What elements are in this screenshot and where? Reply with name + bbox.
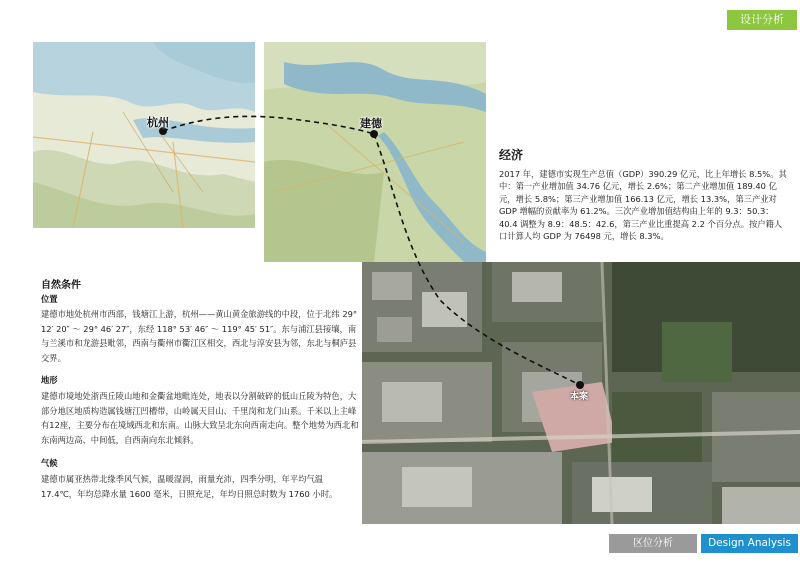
city-label-jiande: 建德	[360, 117, 382, 130]
nature-title: 自然条件	[41, 280, 81, 291]
site-label: 本案	[570, 392, 589, 402]
terrain-body: 建德市境地处浙西丘陵山地和金衢盆地毗连处，地表以分割破碎的低山丘陵为特色，大部分地区地质构造属钱塘江凹槽带，山岭属天目山、千里岗和龙门山系。千米以上主峰有12座，主要分布在境域西北和东南。山脉大致呈北东向西南走向。整个地势为西北和东南两边高、中间低，自西南向东北倾斜。	[41, 391, 359, 445]
economy-body: 2017 年，建德市实现生产总值（GDP）390.29 亿元，比上年增长 8.5%。其中：第一产业增加值 34.76 亿元，增长 2.6%；第二产业增加值 189.40 亿元，增长 5.8%；第三产业增加值 166.13 亿元，增长 13.3%，第三产业对 GDP 增幅的贡献率为 61.2%。三次产业增加值结构由上年的 9.3：50.3：40.4 调整为 8.9：48.5：42.6，第三产业比重提高 2.2 个百分点。按户籍人口计算人均 GDP 为 76498 元，增长 8.3%。	[499, 169, 787, 242]
climate-title: 气候	[41, 458, 58, 468]
location-body: 建德市地处杭州市西部，钱塘江上游，杭州——黄山黄金旅游线的中段，位于北纬 29° 12′ 20″ ～ 29° 46′ 27″，东经 118° 53′ 46″ ～ 119° 45′ 51″。东与浦江县接壤，南与兰溪市和龙游县毗邻，西南与衢州市衢江区相交，西北与淳安县为邻，东北与桐庐县交界。	[41, 309, 358, 363]
design-analysis-tab[interactable]: Design Analysis	[701, 534, 798, 553]
climate-body: 建德市属亚热带北缘季风气候，温暖湿润，雨量充沛，四季分明，年平均气温 17.4℃，年均总降水量 1600 毫米，日照充足，年均日照总时数为 1760 小时。	[41, 474, 338, 499]
terrain-title: 地形	[41, 375, 58, 385]
zone-analysis-tab[interactable]: 区位分析	[609, 534, 697, 553]
economy-title: 经济	[499, 148, 524, 162]
location-title: 位置	[41, 294, 58, 304]
city-label-hangzhou: 杭州	[147, 116, 169, 129]
section-tag: 设计分析	[727, 10, 797, 30]
